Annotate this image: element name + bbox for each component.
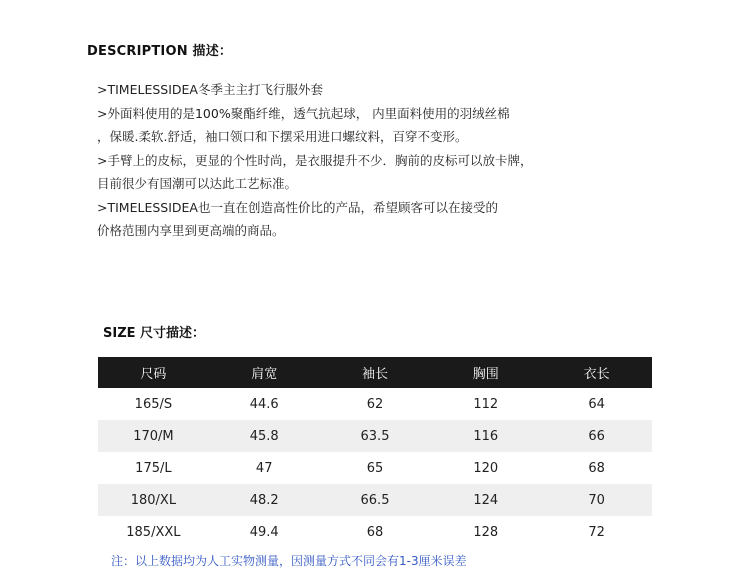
description-line: >外面料使用的是100%聚酯纤维，透气抗起球， 内里面料使用的羽绒丝棉 <box>97 105 510 121</box>
table-cell: 47 <box>255 460 273 476</box>
column-header-sleeve: 袖长 <box>320 357 431 388</box>
table-cell: 165/S <box>134 396 173 412</box>
column-header-size: 尺码 <box>98 357 209 388</box>
table-cell: 72 <box>588 524 605 540</box>
table-row <box>98 420 652 452</box>
size-heading-cn: 尺寸描述： <box>140 326 206 341</box>
description-line: >手臂上的皮标，更显的个性时尚，是衣服提升不少．胸前的皮标可以放卡牌， <box>97 152 533 168</box>
column-header-chest: 胸围 <box>430 357 541 388</box>
table-cell: 48.2 <box>209 484 320 516</box>
table-cell: 62 <box>366 396 384 412</box>
description-line: ，保暖.柔软.舒适，袖口领口和下摆采用进口螺纹料，百穿不变形。 <box>97 129 468 144</box>
table-cell: 68 <box>366 524 384 540</box>
table-cell: 70 <box>541 484 652 516</box>
description-line: >TIMELESSIDEA冬季主主打飞行服外套 <box>97 82 323 97</box>
table-row <box>98 516 652 548</box>
table-cell: 180/XL <box>98 484 209 516</box>
measurement-note: 注：以上数据均为人工实物测量，因测量方式不同会有1-3厘米误差 <box>111 554 467 568</box>
description-line: 价格范围内享里到更高端的商品。 <box>97 223 285 238</box>
table-cell: 65 <box>366 460 384 476</box>
table-cell: 45.8 <box>209 420 320 452</box>
column-header-length: 衣长 <box>541 357 652 388</box>
table-cell: 120 <box>473 460 499 476</box>
table-cell: 175/L <box>135 460 172 476</box>
table-cell: 112 <box>473 396 499 412</box>
size-heading-en: SIZE <box>103 326 136 341</box>
description-body <box>97 78 532 243</box>
table-cell: 66 <box>541 420 652 452</box>
description-line: 目前很少有国潮可以达此工艺标准。 <box>97 176 298 191</box>
table-cell: 128 <box>473 524 499 540</box>
size-table <box>98 357 652 548</box>
description-heading-cn: 描述： <box>192 44 233 59</box>
table-cell: 66.5 <box>320 484 431 516</box>
table-cell: 170/M <box>98 420 209 452</box>
table-cell: 63.5 <box>320 420 431 452</box>
size-table-header-row <box>98 357 652 388</box>
size-heading <box>103 322 205 341</box>
table-cell: 44.6 <box>249 396 279 412</box>
table-cell: 185/XXL <box>126 524 181 540</box>
table-cell: 49.4 <box>249 524 279 540</box>
description-heading-en: DESCRIPTION <box>87 44 188 59</box>
column-header-shoulder: 肩宽 <box>209 357 320 388</box>
table-cell: 124 <box>430 484 541 516</box>
table-row <box>98 388 652 420</box>
table-cell: 68 <box>588 460 605 476</box>
table-row <box>98 452 652 484</box>
table-cell: 64 <box>588 396 605 412</box>
description-line: >TIMELESSIDEA也一直在创造高性价比的产品，希望顾客可以在接受的 <box>97 199 498 215</box>
table-row <box>98 484 652 516</box>
table-cell: 116 <box>430 420 541 452</box>
description-heading <box>87 40 232 59</box>
